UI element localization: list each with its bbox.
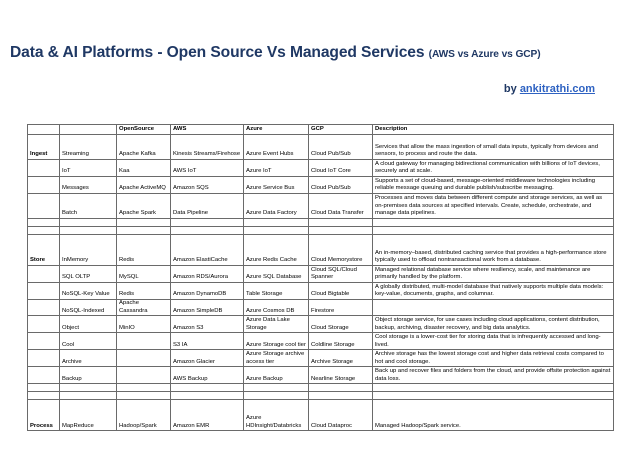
cell-group: [28, 177, 60, 194]
cell-group: Process: [28, 400, 60, 431]
cell-gcp: [309, 384, 373, 392]
cell-gcp: Cloud Pub/Sub: [309, 135, 373, 160]
cell-azure: Azure Data Lake Storage: [244, 316, 309, 333]
cell-aws: Kinesis Streams/Firehose: [171, 135, 244, 160]
cell-group: [28, 392, 60, 400]
cell-category: [60, 384, 117, 392]
cell-description: Managed relational database service where resiliency, scale, and maintenance are primarily handled by the platform.: [373, 266, 614, 283]
cell-azure: Azure Backup: [244, 367, 309, 384]
author-link[interactable]: ankitrathi.com: [519, 83, 595, 95]
cell-category: NoSQL-Indexed: [60, 300, 117, 316]
cell-description: Cool storage is a lower-cost tier for storing data that is infrequently accessed and long-lived.: [373, 333, 614, 350]
cell-category: [60, 227, 117, 235]
cell-gcp: Cloud Memorystore: [309, 235, 373, 266]
cell-opensource: Redis: [117, 235, 171, 266]
header-group: [28, 125, 60, 135]
cell-category: Object: [60, 316, 117, 333]
cell-opensource: [117, 392, 171, 400]
cell-opensource: [117, 333, 171, 350]
cell-aws: [171, 227, 244, 235]
cell-azure: [244, 392, 309, 400]
cell-aws: Amazon ElastiCache: [171, 235, 244, 266]
cell-category: Streaming: [60, 135, 117, 160]
cell-category: SQL OLTP: [60, 266, 117, 283]
cell-aws: Amazon SQS: [171, 177, 244, 194]
cell-description: Back up and recover files and folders from the cloud, and provide offsite protection against data loss.: [373, 367, 614, 384]
cell-azure: Azure HDInsight/Databricks: [244, 400, 309, 431]
cell-opensource: Apache ActiveMQ: [117, 177, 171, 194]
cell-group: [28, 194, 60, 219]
cell-azure: Azure Redis Cache: [244, 235, 309, 266]
cell-opensource: [117, 384, 171, 392]
cell-description: Supports a set of cloud-based, message-oriented middleware technologies including reliable message queuing and durable publish/subscribe messaging.: [373, 177, 614, 194]
cell-opensource: Apache Cassandra: [117, 300, 171, 316]
cell-description: Archive storage has the lowest storage cost and higher data retrieval costs compared to hot and cool storage.: [373, 350, 614, 367]
cell-description: [373, 219, 614, 227]
header-category: [60, 125, 117, 135]
cell-group: [28, 160, 60, 177]
cell-gcp: [309, 227, 373, 235]
table-row: [28, 235, 614, 266]
cell-group: [28, 367, 60, 384]
table-row: [28, 283, 614, 300]
cell-aws: Amazon RDS/Aurora: [171, 266, 244, 283]
cell-group: Store: [28, 235, 60, 266]
cell-category: Cool: [60, 333, 117, 350]
cell-group: [28, 227, 60, 235]
cell-gcp: Cloud Storage: [309, 316, 373, 333]
cell-category: Backup: [60, 367, 117, 384]
cell-azure: [244, 227, 309, 235]
table-row: [28, 227, 614, 235]
cell-description: Services that allow the mass ingestion of small data inputs, typically from devices and sensors, to process and route the data.: [373, 135, 614, 160]
cell-gcp: [309, 219, 373, 227]
cell-opensource: MinIO: [117, 316, 171, 333]
cell-gcp: Nearline Storage: [309, 367, 373, 384]
cell-description: Object storage service, for use cases including cloud applications, content distribution, backup, archiving, disaster recovery, and big data analytics.: [373, 316, 614, 333]
cell-azure: Azure Data Factory: [244, 194, 309, 219]
cell-azure: [244, 219, 309, 227]
cell-opensource: Apache Kafka: [117, 135, 171, 160]
cell-category: [60, 219, 117, 227]
cell-opensource: Hadoop/Spark: [117, 400, 171, 431]
cell-aws: [171, 392, 244, 400]
byline: [504, 83, 595, 95]
cell-description: A cloud gateway for managing bidirectional communication with billions of IoT devices, securely and at scale.: [373, 160, 614, 177]
cell-gcp: Cloud SQL/Cloud Spanner: [309, 266, 373, 283]
header-gcp: GCP: [309, 125, 373, 135]
cell-group: Ingest: [28, 135, 60, 160]
cell-aws: Amazon Glacier: [171, 350, 244, 367]
cell-category: MapReduce: [60, 400, 117, 431]
page-title: [10, 44, 541, 62]
cell-aws: Amazon S3: [171, 316, 244, 333]
cell-aws: Amazon EMR: [171, 400, 244, 431]
cell-azure: Azure Storage cool tier: [244, 333, 309, 350]
cell-gcp: Cloud Data Transfer: [309, 194, 373, 219]
cell-azure: Azure Cosmos DB: [244, 300, 309, 316]
cell-description: [373, 227, 614, 235]
table-header-row: [28, 125, 614, 135]
header-opensource: OpenSource: [117, 125, 171, 135]
table-row: [28, 300, 614, 316]
cell-group: [28, 283, 60, 300]
cell-aws: AWS Backup: [171, 367, 244, 384]
cell-azure: Azure Storage archive access tier: [244, 350, 309, 367]
cell-category: NoSQL-Key Value: [60, 283, 117, 300]
cell-category: Batch: [60, 194, 117, 219]
table-row: [28, 333, 614, 350]
cell-group: [28, 384, 60, 392]
cell-group: [28, 219, 60, 227]
cell-opensource: Apache Spark: [117, 194, 171, 219]
cell-gcp: Cloud IoT Core: [309, 160, 373, 177]
cell-group: [28, 350, 60, 367]
cell-azure: [244, 384, 309, 392]
table-row: [28, 316, 614, 333]
cell-opensource: [117, 350, 171, 367]
cell-gcp: Cloud Dataproc: [309, 400, 373, 431]
cell-gcp: Archive Storage: [309, 350, 373, 367]
cell-category: IoT: [60, 160, 117, 177]
header-aws: AWS: [171, 125, 244, 135]
cell-azure: Azure SQL Database: [244, 266, 309, 283]
cell-description: An in-memory–based, distributed caching service that provides a high-performance store typically used to offload nontransactional work from a database.: [373, 235, 614, 266]
cell-gcp: Cloud Pub/Sub: [309, 177, 373, 194]
cell-aws: [171, 219, 244, 227]
cell-aws: Data Pipeline: [171, 194, 244, 219]
cell-group: [28, 300, 60, 316]
cell-description: A globally distributed, multi-model database that natively supports multiple data models: key-value, documents, graphs, and columnar.: [373, 283, 614, 300]
table-row: [28, 160, 614, 177]
table-row: [28, 392, 614, 400]
header-azure: Azure: [244, 125, 309, 135]
cell-opensource: Redis: [117, 283, 171, 300]
cell-gcp: Coldline Storage: [309, 333, 373, 350]
cell-category: Archive: [60, 350, 117, 367]
cell-opensource: [117, 227, 171, 235]
header-description: Description: [373, 125, 614, 135]
cell-azure: Azure IoT: [244, 160, 309, 177]
table-row: [28, 177, 614, 194]
cell-azure: Azure Service Bus: [244, 177, 309, 194]
cell-opensource: MySQL: [117, 266, 171, 283]
cell-gcp: Firestore: [309, 300, 373, 316]
cell-category: InMemory: [60, 235, 117, 266]
table-row: [28, 266, 614, 283]
title-main: Data & AI Platforms - Open Source Vs Managed Services: [10, 44, 425, 61]
cell-azure: Azure Event Hubs: [244, 135, 309, 160]
cell-azure: Table Storage: [244, 283, 309, 300]
cell-group: [28, 316, 60, 333]
cell-category: [60, 392, 117, 400]
cell-aws: S3 IA: [171, 333, 244, 350]
cell-aws: [171, 384, 244, 392]
table-row: [28, 135, 614, 160]
cell-description: [373, 392, 614, 400]
cell-gcp: [309, 392, 373, 400]
table-row: [28, 350, 614, 367]
cell-group: [28, 266, 60, 283]
table-row: [28, 194, 614, 219]
cell-description: Processes and moves data between different compute and storage services, as well as on-premises data sources at specified intervals. Create, schedule, orchestrate, and manage data pipelines.: [373, 194, 614, 219]
cell-group: [28, 333, 60, 350]
table-row: [28, 400, 614, 431]
table-row: [28, 384, 614, 392]
table-row: [28, 367, 614, 384]
cell-description: Managed Hadoop/Spark service.: [373, 400, 614, 431]
page-subtitle: (AWS vs Azure vs GCP): [428, 49, 541, 60]
cell-opensource: Kaa: [117, 160, 171, 177]
cell-aws: Amazon SimpleDB: [171, 300, 244, 316]
cell-opensource: [117, 367, 171, 384]
cell-aws: Amazon DynamoDB: [171, 283, 244, 300]
byline-prefix: by: [503, 83, 520, 95]
table-row: [28, 219, 614, 227]
cell-category: Messages: [60, 177, 117, 194]
cell-description: [373, 384, 614, 392]
platforms-table: [27, 124, 614, 431]
cell-aws: AWS IoT: [171, 160, 244, 177]
cell-opensource: [117, 219, 171, 227]
cell-description: [373, 300, 614, 316]
cell-gcp: Cloud Bigtable: [309, 283, 373, 300]
